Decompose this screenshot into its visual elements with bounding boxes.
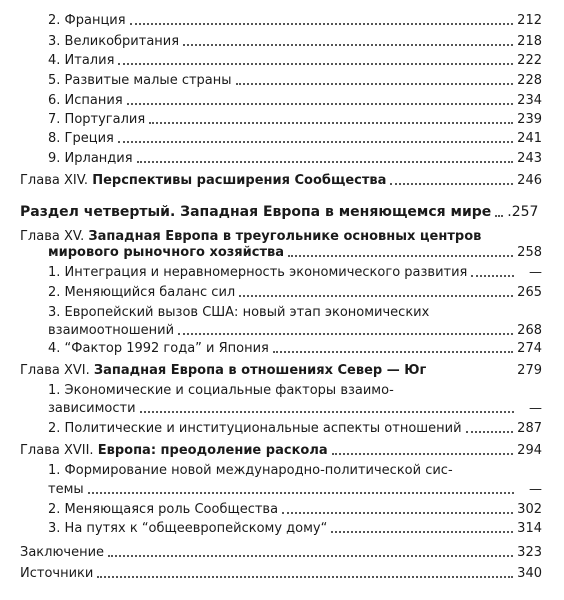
chapter-15-heading-cont[interactable] — [48, 245, 542, 260]
toc-entry[interactable] — [48, 285, 542, 300]
page-number: .257 — [507, 204, 539, 220]
entry-number: 1. — [48, 463, 61, 478]
toc-entry[interactable] — [48, 131, 542, 146]
entry-number: 2. — [48, 13, 61, 28]
leader-dots — [88, 492, 514, 494]
chapter-title: Перспективы расширения Сообщества — [92, 173, 387, 188]
page-number: 258 — [517, 245, 542, 260]
entry-number: 1. — [48, 383, 61, 398]
page-number: 218 — [517, 34, 542, 49]
leader-dots — [118, 63, 513, 65]
toc-entry[interactable] — [48, 73, 542, 88]
entry-title: Экономические и социальные факторы взаимо- — [64, 383, 394, 398]
toc-entry[interactable] — [48, 502, 542, 517]
entry-title: Источники — [20, 566, 94, 581]
chapter-label: Глава XVI. — [20, 363, 90, 378]
entry-number: 1. — [48, 265, 61, 280]
chapter-title-cont: мирового рыночного хозяйства — [48, 245, 285, 260]
toc-entry[interactable] — [48, 151, 542, 166]
entry-number: 3. — [48, 34, 61, 49]
entry-title: Меняющийся баланс сил — [64, 285, 236, 300]
chapter-label: Глава XV. — [20, 229, 85, 244]
entry-title: “Фактор 1992 года” и Япония — [64, 341, 269, 356]
page-number: 228 — [517, 73, 542, 88]
toc-entry[interactable] — [48, 34, 542, 49]
leader-dots — [466, 431, 514, 433]
toc-entry[interactable] — [48, 13, 542, 28]
toc-entry[interactable] — [48, 93, 542, 108]
entry-number: 3. — [48, 521, 61, 536]
entry-number: 8. — [48, 131, 61, 146]
entry-number: 3. — [48, 305, 61, 320]
entry-title: Ирландия — [64, 151, 133, 166]
toc-entry-multiline[interactable] — [48, 305, 429, 320]
leader-dots — [282, 512, 513, 514]
page-number: — — [529, 401, 542, 416]
entry-title: Испания — [64, 93, 123, 108]
leader-dots — [108, 555, 513, 557]
page-number: 340 — [517, 566, 542, 581]
page-number: 239 — [517, 112, 542, 127]
page-number: — — [529, 482, 542, 497]
leader-dots — [331, 531, 513, 533]
toc-entry-cont[interactable] — [48, 323, 542, 338]
entry-title: Формирование новой международно-политической сис- — [64, 463, 453, 478]
page-number: 234 — [517, 93, 542, 108]
chapter-14-entry[interactable] — [20, 173, 542, 188]
chapter-15-heading[interactable] — [20, 229, 481, 244]
entry-number: 2. — [48, 285, 61, 300]
entry-title-cont: зависимости — [48, 401, 136, 416]
chapter-16-entry[interactable] — [20, 363, 542, 378]
page-number: 314 — [517, 521, 542, 536]
page-number: 212 — [517, 13, 542, 28]
toc-entry[interactable] — [48, 341, 542, 356]
entry-title: Франция — [64, 13, 126, 28]
page-number: 268 — [517, 323, 542, 338]
entry-title: Развитые малые страны — [64, 73, 232, 88]
page-number: 323 — [517, 545, 542, 560]
sources-entry[interactable] — [20, 566, 542, 581]
chapter-title: Западная Европа в треугольнике основных центров — [88, 229, 482, 244]
leader-dots — [130, 23, 514, 25]
entry-title: Заключение — [20, 545, 105, 560]
toc-entry[interactable] — [48, 112, 542, 127]
entry-title: Португалия — [64, 112, 146, 127]
page-number: 222 — [517, 53, 542, 68]
toc-entry-cont[interactable] — [48, 401, 542, 416]
toc-entry-multiline[interactable] — [48, 383, 394, 398]
entry-number: 5. — [48, 73, 61, 88]
entry-number: 4. — [48, 53, 61, 68]
entry-title: Меняющаяся роль Сообщества — [64, 502, 279, 517]
toc-entry[interactable] — [48, 265, 542, 280]
page-number: 241 — [517, 131, 542, 146]
chapter-title: Европа: преодоление раскола — [97, 443, 328, 458]
leader-dots — [273, 351, 513, 353]
leader-dots — [390, 183, 513, 185]
leader-dots — [137, 161, 514, 163]
page-number: 287 — [517, 421, 542, 436]
conclusion-entry[interactable] — [20, 545, 542, 560]
toc-entry-cont[interactable] — [48, 482, 542, 497]
leader-dots — [471, 275, 514, 277]
entry-number: 2. — [48, 502, 61, 517]
entry-title: Великобритания — [64, 34, 180, 49]
page-number: 265 — [517, 285, 542, 300]
entry-title: На путях к “общеевропейскому дому“ — [64, 521, 328, 536]
entry-title-cont: взаимоотношений — [48, 323, 175, 338]
toc-entry[interactable] — [48, 53, 542, 68]
leader-dots — [183, 44, 513, 46]
entry-title: Европейский вызов США: новый этап экономических — [64, 305, 430, 320]
entry-title: Интеграция и неравномерность экономического развития — [64, 265, 468, 280]
page-number: 279 — [517, 363, 542, 378]
leader-dots — [149, 122, 513, 124]
leader-dots — [97, 576, 513, 578]
page-number: 302 — [517, 502, 542, 517]
leader-dots — [140, 411, 514, 413]
toc-entry[interactable] — [48, 521, 542, 536]
entry-title: Италия — [64, 53, 115, 68]
entry-title: Политические и институциональные аспекты отношений — [64, 421, 462, 436]
entry-number: 2. — [48, 421, 61, 436]
entry-number: 7. — [48, 112, 61, 127]
leader-dots — [288, 255, 513, 257]
leader-dots — [332, 453, 514, 455]
leader-dots — [239, 295, 513, 297]
chapter-title: Западная Европа в отношениях Север — Юг — [93, 363, 427, 378]
page-number: 246 — [517, 173, 542, 188]
leader-dots — [495, 215, 503, 217]
chapter-17-entry[interactable] — [20, 443, 542, 458]
section-title: Раздел четвертый. Западная Европа в меняющемся мире — [20, 204, 492, 220]
entry-number: 6. — [48, 93, 61, 108]
leader-dots — [236, 83, 514, 85]
chapter-label: Глава XIV. — [20, 173, 89, 188]
leader-dots — [118, 141, 513, 143]
entry-title-cont: темы — [48, 482, 84, 497]
chapter-label: Глава XVII. — [20, 443, 94, 458]
page-number: 243 — [517, 151, 542, 166]
page-number: — — [529, 265, 542, 280]
entry-title: Греция — [64, 131, 114, 146]
leader-dots — [178, 333, 513, 335]
leader-dots — [127, 103, 514, 105]
section-4-entry[interactable] — [20, 205, 542, 220]
entry-number: 9. — [48, 151, 61, 166]
toc-entry[interactable] — [48, 421, 542, 436]
page-number: 294 — [517, 443, 542, 458]
page-number: 274 — [517, 341, 542, 356]
toc-entry-multiline[interactable] — [48, 463, 453, 478]
entry-number: 4. — [48, 341, 61, 356]
